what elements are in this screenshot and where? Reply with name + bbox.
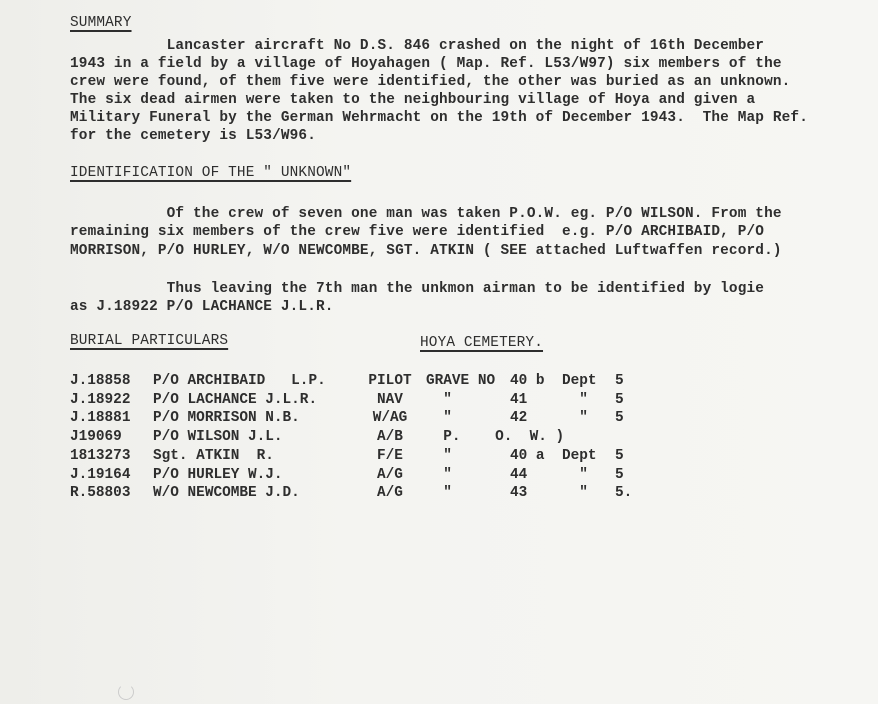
summary-line: Lancaster aircraft No D.S. 846 crashed on the night of 16th December — [70, 38, 765, 54]
summary-heading: SUMMARY — [70, 15, 132, 31]
dept-label: " — [562, 410, 588, 427]
airman-name: P/O WILSON J.L. — [153, 429, 283, 446]
service-number: J.18881 — [70, 410, 131, 427]
airman-name: P/O MORRISON N.B. — [153, 410, 300, 427]
dept-number: 5 — [615, 391, 624, 408]
grave-label: " — [426, 391, 452, 408]
dept-label: " — [562, 391, 588, 408]
identification-line: remaining six members of the crew five were identified e.g. P/O ARCHIBAID, P/O — [70, 224, 765, 240]
burial-row — [70, 447, 690, 466]
dept-number: 5 — [615, 466, 624, 483]
burial-row — [70, 484, 690, 503]
identification-line: Of the crew of seven one man was taken P.O.W. eg. P/O WILSON. From the — [70, 206, 782, 222]
airman-name: P/O HURLEY W.J. — [153, 466, 283, 483]
dept-label: Dept — [562, 373, 597, 389]
identification-heading: IDENTIFICATION OF THE " UNKNOWN" — [70, 165, 352, 181]
dept-number: 5 — [615, 410, 624, 427]
airman-name: P/O LACHANCE J.L.R. — [153, 391, 318, 408]
grave-number: 40 a — [510, 447, 545, 464]
service-number: R.58803 — [70, 485, 131, 502]
dept-label: " — [562, 466, 588, 483]
dept-number: 5 — [615, 447, 624, 464]
burial-row — [70, 409, 690, 428]
paper-mark — [118, 684, 134, 700]
grave-label: " — [426, 466, 452, 483]
grave-label: " — [426, 485, 452, 502]
grave-number: 40 b — [510, 373, 545, 389]
burial-heading: BURIAL PARTICULARS — [70, 333, 229, 349]
grave-number: 41 — [510, 391, 528, 408]
conclusion-line: Thus leaving the 7th man the unkmon airman to be identified by logie — [70, 281, 765, 297]
summary-line: for the cemetery is L53/W96. — [70, 128, 317, 144]
summary-line: 1943 in a field by a village of Hoyahagen ( Map. Ref. L53/W97) six members of the — [70, 56, 782, 72]
service-number: J.19164 — [70, 466, 131, 483]
dept-number: 5. — [615, 485, 633, 502]
trade: W/AG — [372, 410, 408, 427]
summary-line: The six dead airmen were taken to the neighbouring village of Hoya and given a — [70, 92, 756, 108]
service-number: J.18922 — [70, 391, 131, 408]
grave-label: " — [426, 447, 452, 464]
trade: PILOT — [368, 373, 412, 389]
grave-label: GRAVE NO — [426, 373, 496, 389]
trade: NAV — [377, 391, 403, 408]
dept-number: 5 — [615, 373, 624, 389]
burial-row — [70, 428, 690, 447]
burial-row — [70, 466, 690, 485]
grave-number: 42 — [510, 410, 528, 427]
grave-label: " — [426, 410, 452, 427]
airman-name: Sgt. ATKIN R. — [153, 447, 274, 464]
service-number: J.18858 — [70, 373, 131, 389]
grave-number: 43 — [510, 485, 528, 502]
service-number: 1813273 — [70, 447, 131, 464]
dept-label: " — [562, 485, 588, 502]
trade: F/E — [377, 447, 403, 464]
service-number: J19069 — [70, 429, 122, 446]
burial-row — [70, 391, 690, 410]
identification-line: MORRISON, P/O HURLEY, W/O NEWCOMBE, SGT. ATKIN ( SEE attached Luftwaffen record.) — [70, 243, 782, 259]
airman-name: W/O NEWCOMBE J.D. — [153, 485, 300, 502]
dept-label: Dept — [562, 447, 597, 464]
airman-name: P/O ARCHIBAID L.P. — [153, 373, 326, 389]
summary-line: crew were found, of them five were identified, the other was buried as an unknown. — [70, 74, 791, 90]
burial-row — [70, 372, 690, 391]
trade: A/B — [377, 429, 403, 446]
grave-number: 44 — [510, 466, 528, 483]
trade: A/G — [377, 485, 403, 502]
summary-line: Military Funeral by the German Wehrmacht on the 19th of December 1943. The Map Ref. — [70, 110, 809, 126]
grave-label: P. O. W. ) — [426, 429, 565, 446]
trade: A/G — [377, 466, 403, 483]
conclusion-line: as J.18922 P/O LACHANCE J.L.R. — [70, 299, 334, 315]
cemetery-heading: HOYA CEMETERY. — [420, 335, 544, 351]
